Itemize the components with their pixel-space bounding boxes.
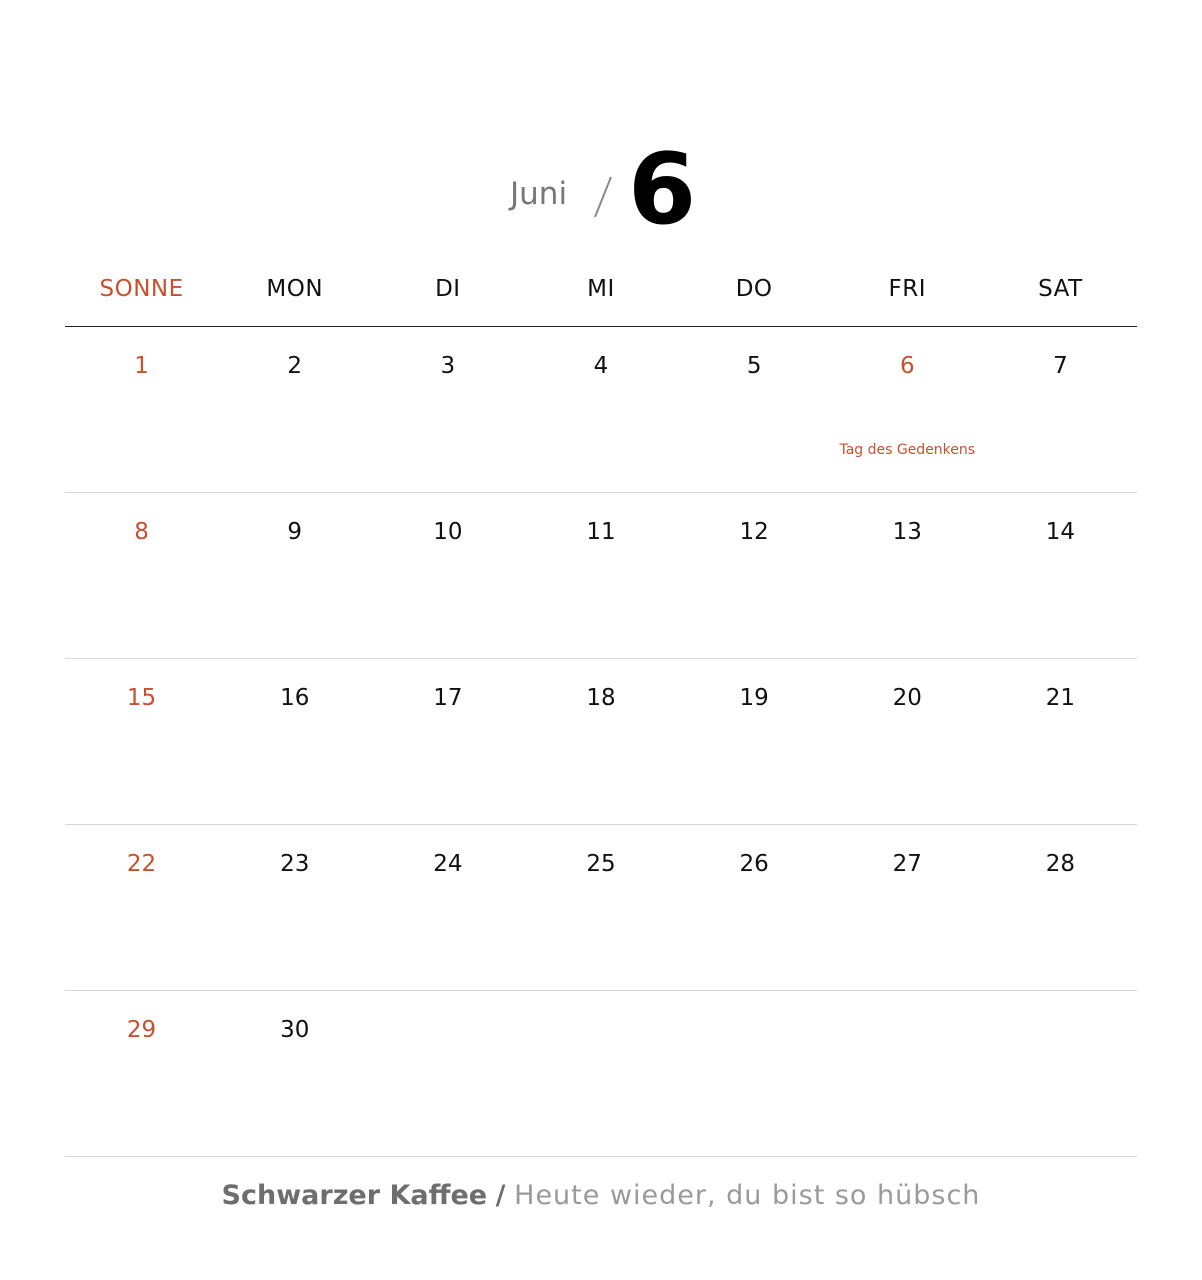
day-number: 3	[440, 353, 456, 379]
calendar-week-3	[65, 659, 1137, 825]
day-cell[interactable]	[831, 825, 984, 990]
calendar-grid	[65, 327, 1137, 1157]
day-number: 5	[746, 353, 762, 379]
day-number: 14	[1045, 519, 1076, 545]
footer-separator: /	[495, 1180, 506, 1211]
calendar-week-5	[65, 991, 1137, 1157]
calendar-week-1	[65, 327, 1137, 493]
day-number: 17	[433, 685, 463, 711]
calendar-header	[0, 133, 1202, 247]
calendar-week-2	[65, 493, 1137, 659]
day-number: 10	[433, 519, 463, 545]
day-number: 11	[586, 519, 616, 545]
weekday-sunday: SONNE	[99, 276, 184, 302]
holiday-label: Tag des Gedenkens	[839, 442, 976, 458]
day-number: 6	[899, 353, 915, 379]
day-number: 1	[134, 353, 149, 379]
day-cell[interactable]	[984, 825, 1137, 990]
day-cell[interactable]	[218, 493, 371, 658]
day-cell-empty	[524, 991, 677, 1156]
day-number: 19	[739, 685, 769, 711]
day-cell-empty	[831, 991, 984, 1156]
weekday-friday: FRI	[888, 276, 927, 302]
day-number: 29	[126, 1017, 157, 1043]
weekday-thursday: DO	[735, 276, 773, 302]
day-number: 21	[1045, 685, 1076, 711]
day-number: 23	[280, 851, 310, 877]
day-number: 7	[1053, 353, 1068, 379]
day-number: 16	[280, 685, 310, 711]
day-number: 8	[134, 519, 149, 545]
day-number: 22	[126, 851, 157, 877]
day-number: 15	[126, 685, 157, 711]
day-number: 4	[593, 353, 609, 379]
day-number: 12	[739, 519, 769, 545]
day-number: 2	[287, 353, 303, 379]
day-cell[interactable]	[65, 659, 218, 824]
day-number: 18	[586, 685, 616, 711]
day-number: 27	[892, 851, 922, 877]
calendar-week-4	[65, 825, 1137, 991]
day-cell[interactable]	[65, 991, 218, 1156]
day-cell[interactable]	[65, 493, 218, 658]
month-name: Juni	[510, 176, 568, 212]
day-number: 30	[280, 1017, 310, 1043]
day-cell[interactable]	[678, 825, 831, 990]
weekday-wednesday: MI	[587, 276, 615, 302]
weekday-monday: MON	[266, 276, 324, 302]
day-cell[interactable]	[218, 659, 371, 824]
month-number: 6	[628, 133, 697, 247]
day-cell-empty	[984, 991, 1137, 1156]
day-cell[interactable]	[65, 825, 218, 990]
day-cell[interactable]	[65, 327, 218, 492]
day-cell[interactable]	[524, 825, 677, 990]
calendar-footer	[0, 1180, 1202, 1211]
day-cell[interactable]	[218, 327, 371, 492]
day-cell[interactable]	[371, 659, 524, 824]
day-number: 28	[1045, 851, 1076, 877]
day-number: 9	[287, 519, 303, 545]
day-number: 13	[892, 519, 922, 545]
day-number: 24	[433, 851, 463, 877]
day-cell[interactable]	[371, 327, 524, 492]
day-cell[interactable]	[371, 493, 524, 658]
day-cell-holiday[interactable]	[831, 327, 984, 492]
day-cell[interactable]	[218, 991, 371, 1156]
day-cell[interactable]	[984, 659, 1137, 824]
day-cell[interactable]	[524, 493, 677, 658]
day-cell-empty	[371, 991, 524, 1156]
day-cell[interactable]	[524, 327, 677, 492]
day-cell[interactable]	[678, 659, 831, 824]
footer-title: Schwarzer Kaffee	[221, 1180, 488, 1211]
day-cell[interactable]	[984, 493, 1137, 658]
day-cell[interactable]	[678, 493, 831, 658]
weekday-saturday: SAT	[1038, 276, 1083, 302]
day-cell[interactable]	[678, 327, 831, 492]
day-cell[interactable]	[831, 659, 984, 824]
day-cell[interactable]	[524, 659, 677, 824]
day-cell[interactable]	[831, 493, 984, 658]
day-number: 26	[739, 851, 769, 877]
day-number: 20	[892, 685, 922, 711]
footer-subtitle: Heute wieder, du bist so hübsch	[514, 1180, 981, 1211]
day-cell[interactable]	[218, 825, 371, 990]
day-cell[interactable]	[984, 327, 1137, 492]
day-cell-empty	[678, 991, 831, 1156]
day-cell[interactable]	[371, 825, 524, 990]
weekday-tuesday: DI	[435, 276, 461, 302]
slash-divider-icon	[593, 176, 613, 218]
weekday-header-row	[65, 276, 1137, 312]
day-number: 25	[586, 851, 616, 877]
